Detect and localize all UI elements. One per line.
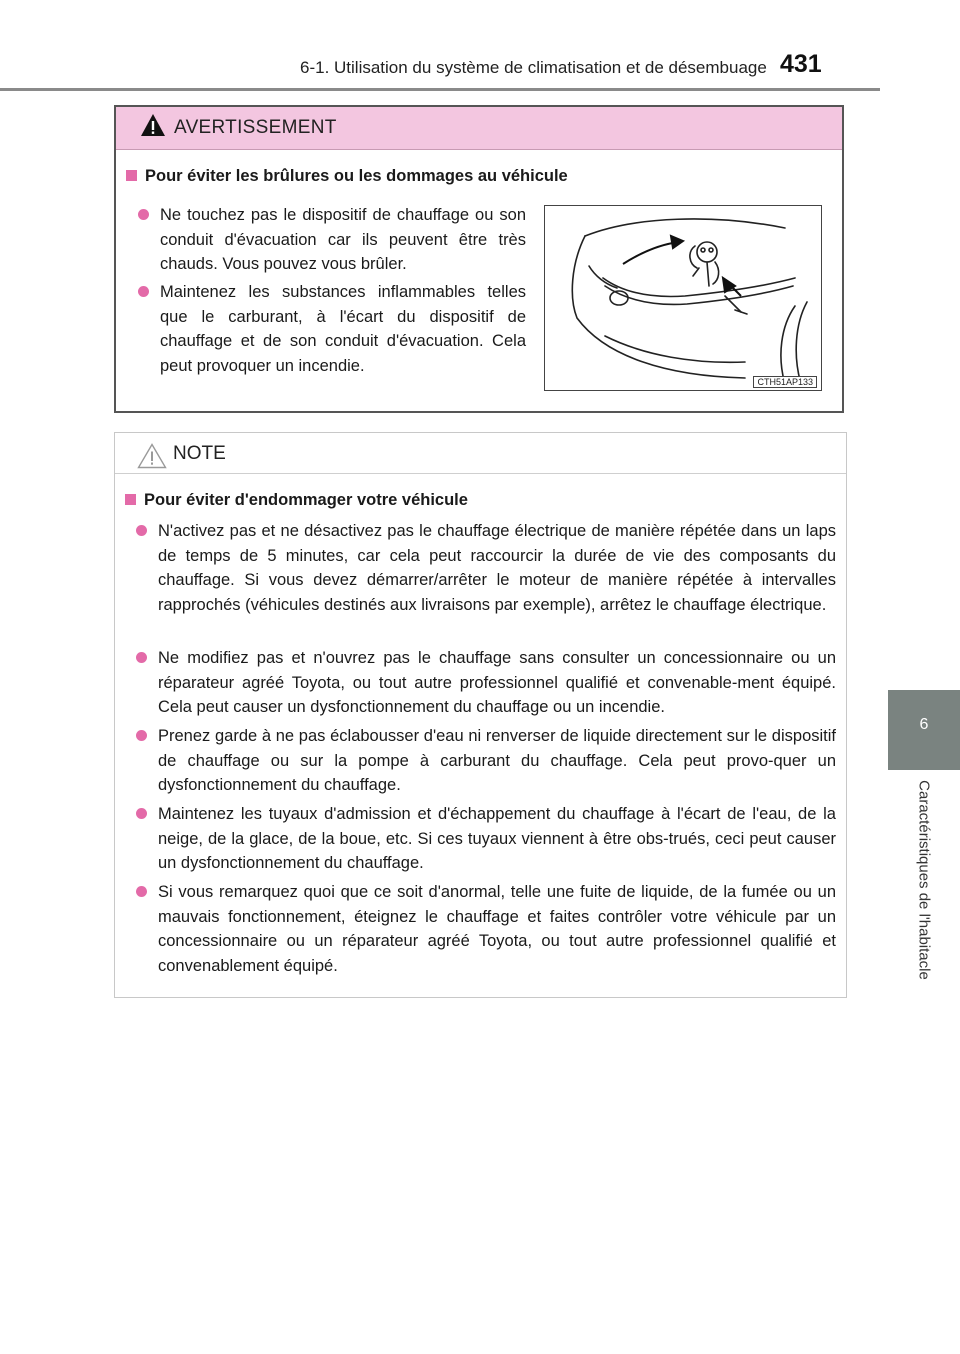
figure-caption: CTH51AP133 [753, 376, 817, 388]
note-item: Si vous remarquez quoi que ce soit d'anormal, telle une fuite de liquide, de la fumée ou un mauvais fonctionnement, éteignez le chauffage et faites contrôler votre véhicule par un concessionnaire ou un réparateur agréé Toyota, ou tout autre professionnel qualifié et convenablement équipé. [158, 880, 836, 978]
round-bullet-icon [136, 525, 147, 536]
round-bullet-icon [136, 652, 147, 663]
round-bullet-icon [136, 730, 147, 741]
car-front-drawing-icon [545, 206, 821, 390]
warning-header [116, 107, 842, 150]
warning-title: AVERTISSEMENT [174, 117, 337, 138]
heater-illustration [544, 205, 822, 391]
note-item: N'activez pas et ne désactivez pas le chauffage électrique de manière répétée dans un laps de temps de 5 minutes, car cela peut raccourcir la durée de vie des composants du chauffage. Si vous devez démarrer/arrêter le moteur de manière répétée à intervalles rapprochés (véhicules destinés aux livraisons par exemple), arrêtez le chauffage électrique. [158, 519, 836, 617]
note-item: Prenez garde à ne pas éclabousser d'eau ni renverser de liquide directement sur le dispositif de chauffage ou sur la pompe à carburant du chauffage. Cela peut provo-quer un dysfonctionnement du chauffage. [158, 724, 836, 798]
round-bullet-icon [136, 886, 147, 897]
page-number: 431 [780, 50, 822, 78]
note-title: NOTE [173, 443, 226, 464]
warning-item: Ne touchez pas le dispositif de chauffage ou son conduit d'évacuation car ils peuvent être très chauds. Vous pouvez vous brûler. [160, 203, 526, 277]
warning-item: Maintenez les substances inflammables telles que le carburant, à l'écart du dispositif de chauffage et de son conduit d'évacuation. Cela peut provoquer un incendie. [160, 280, 526, 378]
chapter-label: Caractéristiques de l'habitacle [915, 780, 933, 980]
chapter-number: 6 [919, 716, 929, 733]
square-bullet-icon [125, 494, 136, 505]
warning-box [114, 105, 844, 413]
header-rule [0, 88, 880, 91]
round-bullet-icon [136, 808, 147, 819]
note-box [114, 432, 847, 998]
note-header [115, 433, 846, 474]
caution-triangle-icon [137, 443, 167, 474]
note-item: Ne modifiez pas et n'ouvrez pas le chauffage sans consulter un concessionnaire ou un réparateur agréé Toyota, ou tout autre professionnel qualifié et convenable-ment équipé. Cela peut causer un dysfonctionnement du chauffage ou un incendie. [158, 646, 836, 720]
running-header: 6-1. Utilisation du système de climatisation et de désembuage [300, 58, 767, 77]
note-heading: Pour éviter d'endommager votre véhicule [125, 491, 468, 510]
note-item: Maintenez les tuyaux d'admission et d'échappement du chauffage à l'écart de l'eau, de la neige, de la glace, de la boue, etc. Si ces tuyaux viennent à être obs-trués, ceci peut causer un dysfonctionnement du chauffage. [158, 802, 836, 876]
round-bullet-icon [138, 286, 149, 297]
round-bullet-icon [138, 209, 149, 220]
square-bullet-icon [126, 170, 137, 181]
warning-heading: Pour éviter les brûlures ou les dommages au véhicule [126, 167, 568, 186]
warning-triangle-icon [140, 113, 166, 142]
